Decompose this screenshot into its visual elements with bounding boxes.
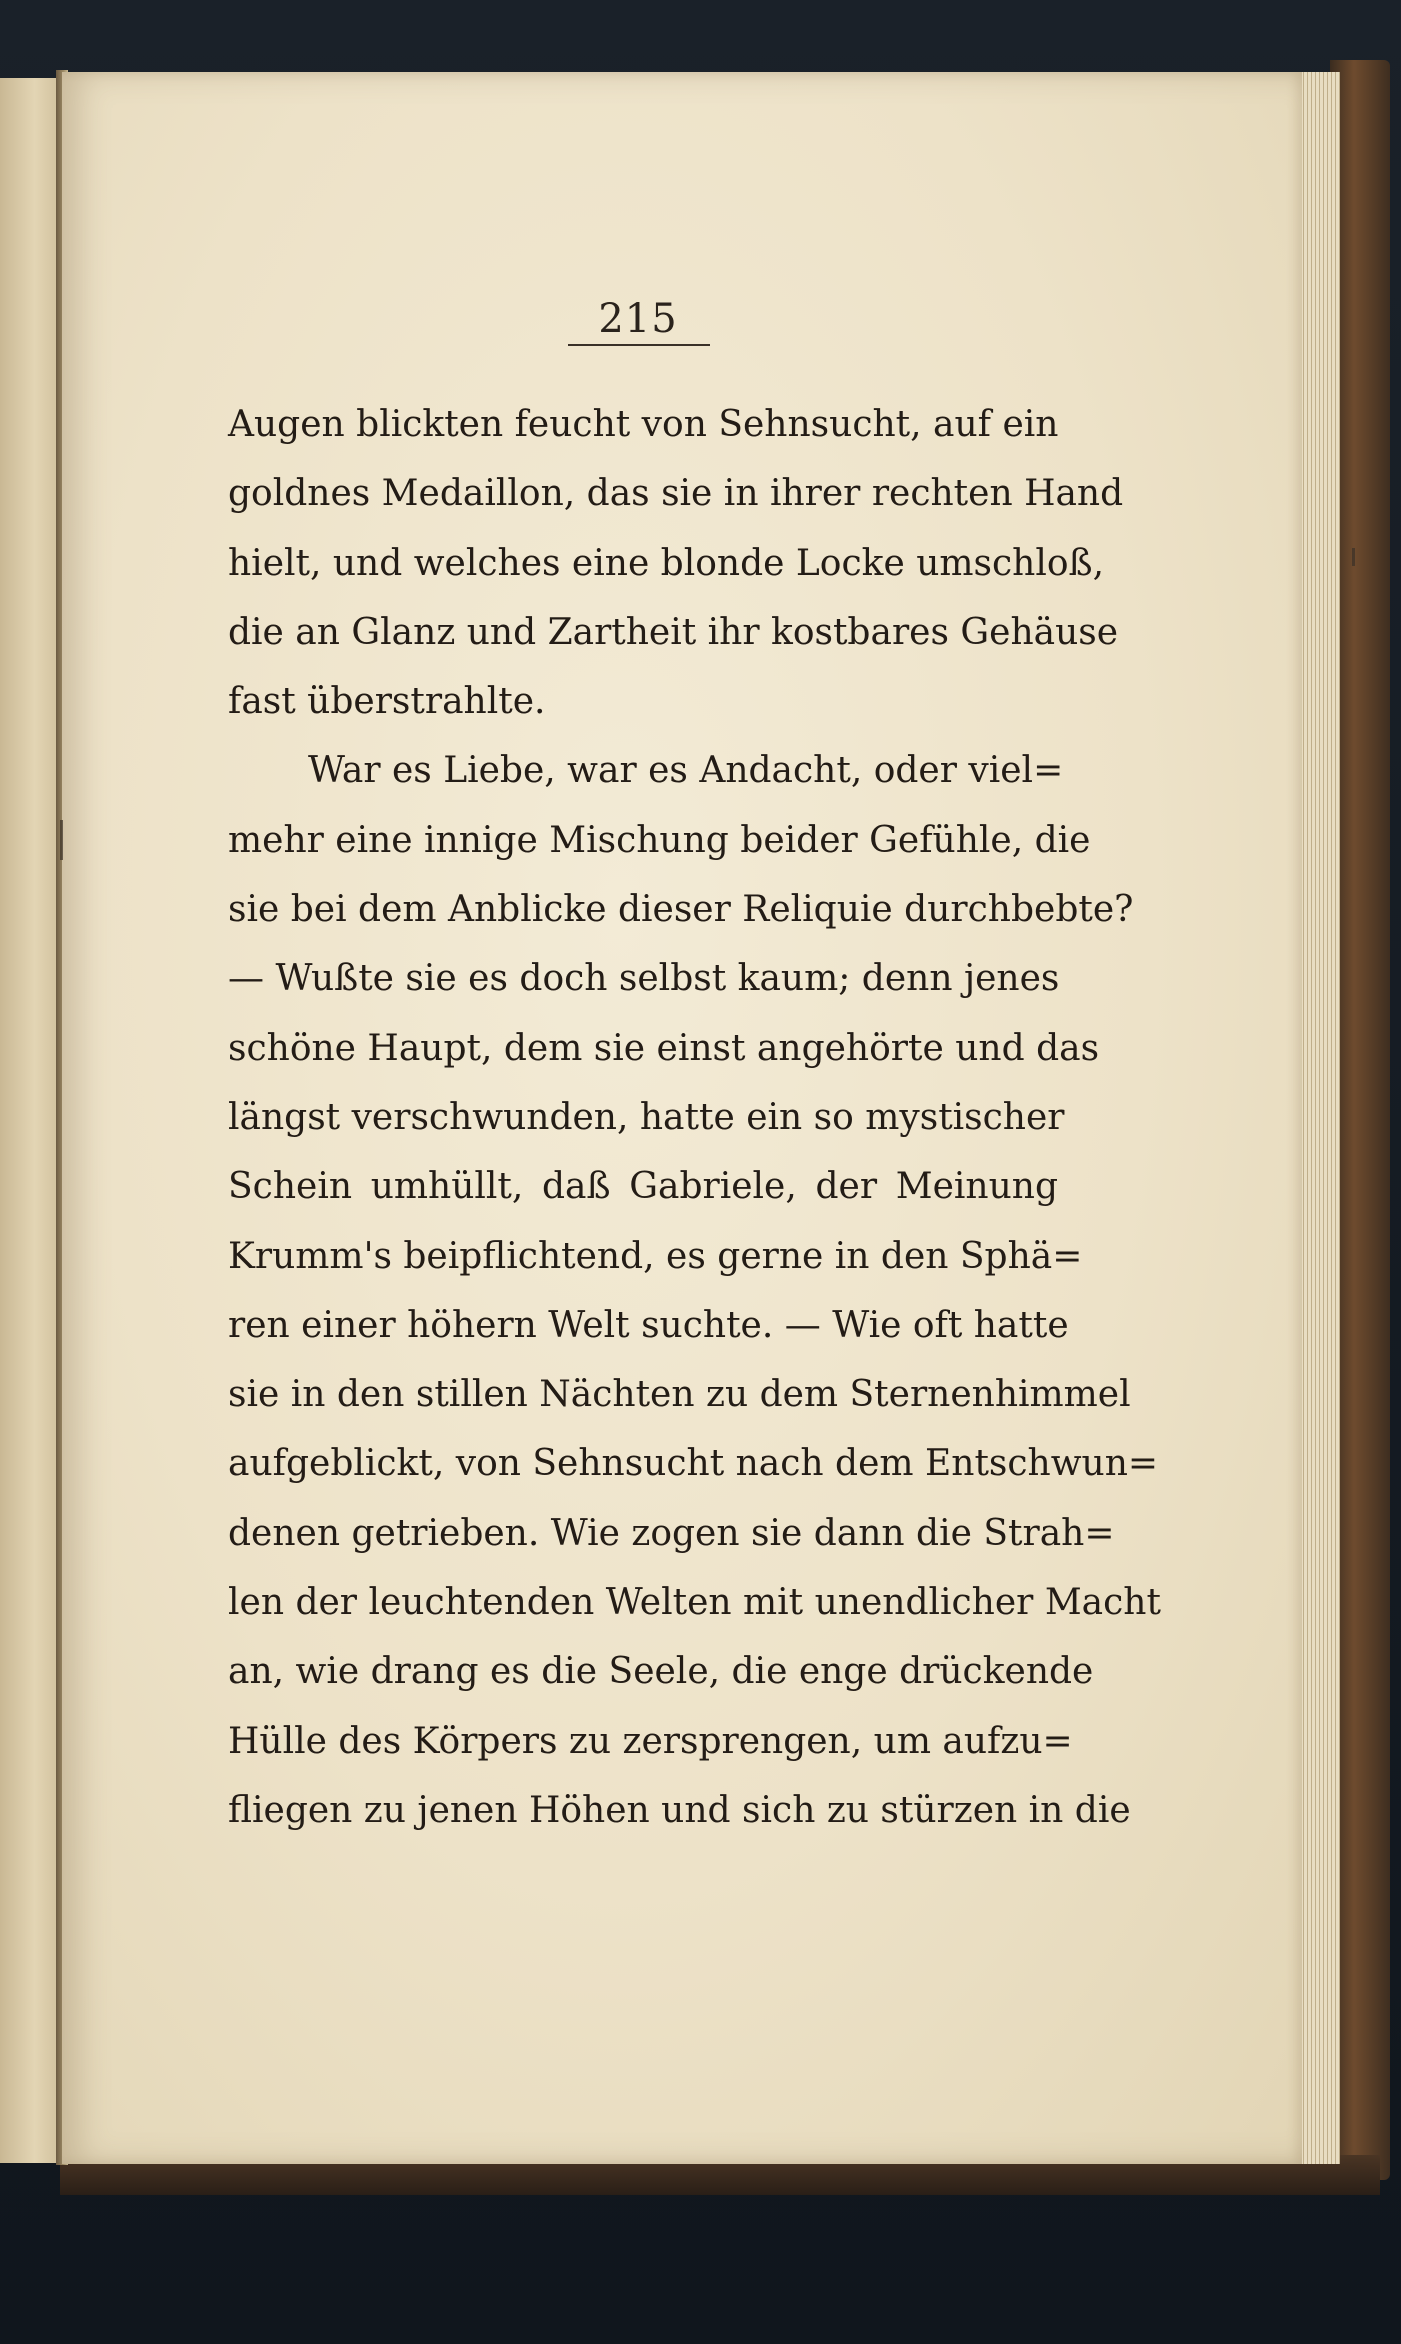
text-line: ren einer höhern Welt suchte. — Wie oft hatte: [228, 1304, 1069, 1346]
text-line: mehr eine innige Mischung beider Gefühle, die: [228, 819, 1091, 861]
scan-mark: [1352, 548, 1355, 566]
text-line: Krumm's beipflichtend, es gerne in den Sphä=: [228, 1235, 1083, 1277]
text-line: len der leuchtenden Welten mit unendlicher Macht: [228, 1582, 1161, 1624]
text-line: die an Glanz und Zartheit ihr kostbares Gehäuse: [228, 611, 1119, 653]
body-text: [228, 390, 1161, 1845]
previous-page-sliver: [0, 78, 60, 2163]
page-number: 215: [598, 296, 678, 342]
header-rule: [568, 344, 710, 346]
text-line: fast überstrahlte.: [228, 681, 546, 723]
text-line: denen getrieben. Wie zogen sie dann die Strah=: [228, 1512, 1115, 1554]
text-line: — Wußte sie es doch selbst kaum; denn jenes: [228, 958, 1060, 1000]
text-line: schöne Haupt, dem sie einst angehörte und das: [228, 1027, 1100, 1069]
scan-mark: [60, 820, 63, 860]
text-line: fliegen zu jenen Höhen und sich zu stürzen in die: [228, 1789, 1131, 1831]
text-line: War es Liebe, war es Andacht, oder viel=: [308, 750, 1064, 792]
text-line: Augen blickten feucht von Sehnsucht, auf ein: [228, 404, 1059, 445]
text-line: goldnes Medaillon, das sie in ihrer rechten Hand: [228, 473, 1124, 515]
text-line: hielt, und welches eine blonde Locke umschloß,: [228, 542, 1105, 584]
text-line: sie bei dem Anblicke dieser Reliquie durchbebte?: [228, 889, 1134, 931]
text-line: längst verschwunden, hatte ein so mystischer: [228, 1096, 1065, 1138]
text-line: Hülle des Körpers zu zersprengen, um aufzu=: [228, 1720, 1073, 1762]
text-line: an, wie drang es die Seele, die enge drückende: [228, 1651, 1094, 1693]
text-line: aufgeblickt, von Sehnsucht nach dem Entschwun=: [228, 1443, 1159, 1485]
text-line: sie in den stillen Nächten zu dem Sternenhimmel: [228, 1374, 1131, 1416]
text-line: Schein umhüllt, daß Gabriele, der Meinung: [228, 1166, 1058, 1208]
